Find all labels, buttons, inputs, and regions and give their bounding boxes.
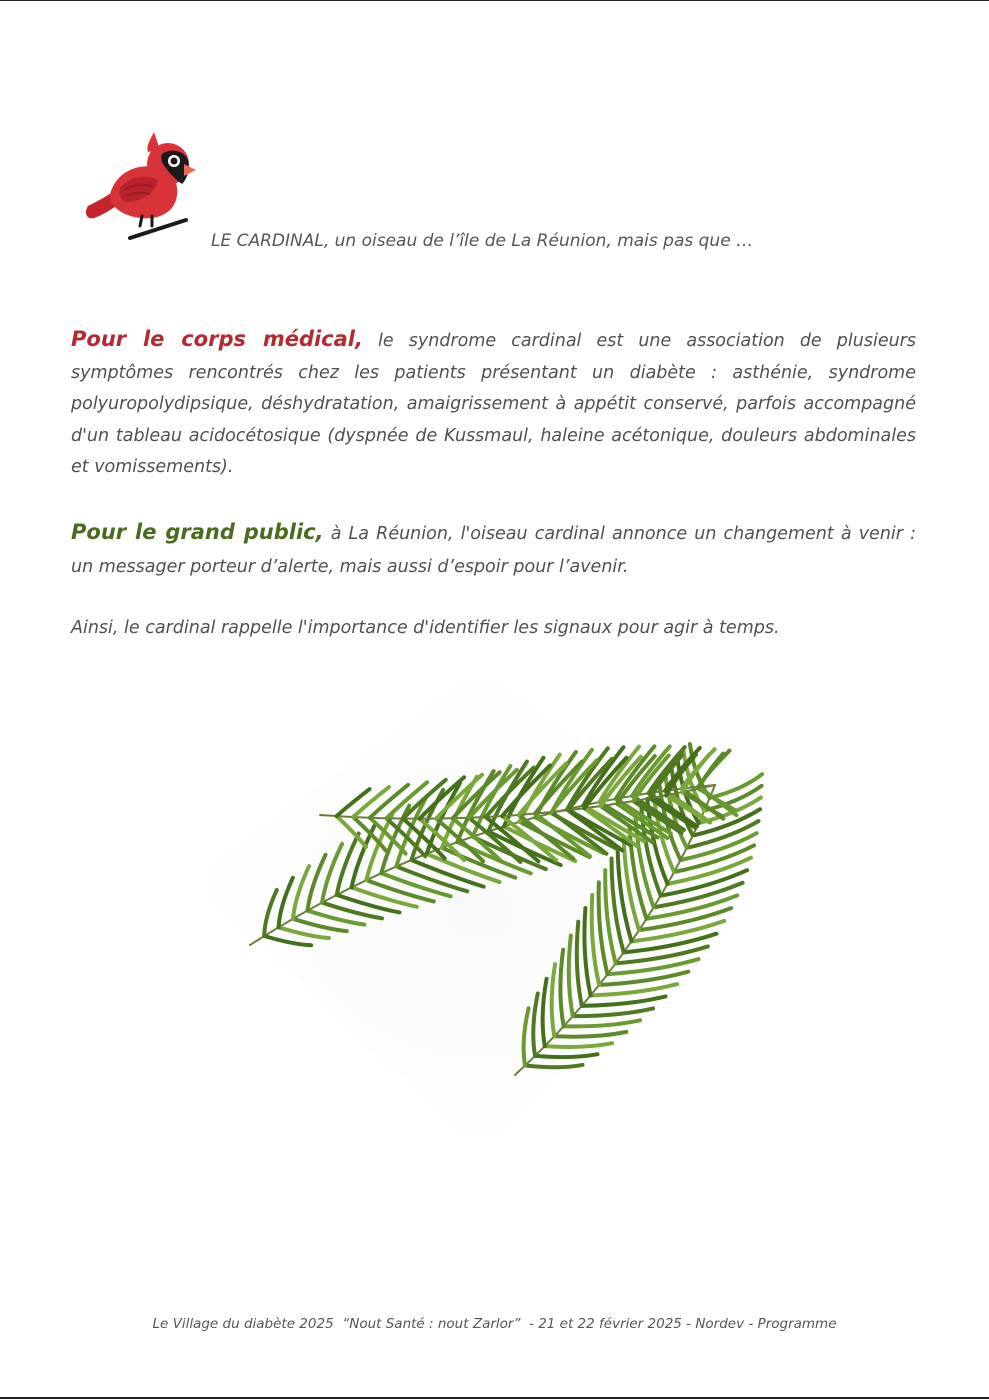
medical-paragraph bbox=[71, 324, 916, 484]
public-paragraph bbox=[71, 516, 916, 584]
palm-branch-icon bbox=[170, 650, 790, 1170]
medical-lead: Pour le corps médical, bbox=[71, 327, 363, 351]
medical-body: le syndrome cardinal est une association de plusieurs symptômes rencontrés chez les patients présentant un diabète : asthénie, syndrome polyuropolydipsique, déshydratation, amaigrissement à appétit conservé, parfois accompagné d'un tableau acidocétosique (dyspnée de Kussmaul, haleine acétonique, douleurs abdominales et vomissements). bbox=[71, 331, 916, 477]
conclusion-paragraph: Ainsi, le cardinal rappelle l'importance d'identifier les signaux pour agir à temps. bbox=[71, 618, 780, 638]
cardinal-caption: LE CARDINAL, un oiseau de l’île de La Réunion, mais pas que … bbox=[211, 231, 754, 251]
top-border bbox=[0, 0, 989, 1]
public-lead: Pour le grand public, bbox=[71, 520, 324, 544]
public-body: à La Réunion, l'oiseau cardinal annonce un changement à venir : un messager porteur d’alerte, mais aussi d’espoir pour l’avenir. bbox=[71, 524, 916, 577]
bottom-border bbox=[0, 1397, 989, 1399]
page-footer: Le Village du diabète 2025 “Nout Santé : nout Zarlor” - 21 et 22 février 2025 - Nordev - Programme bbox=[152, 1316, 837, 1332]
cardinal-bird-icon bbox=[80, 128, 198, 240]
